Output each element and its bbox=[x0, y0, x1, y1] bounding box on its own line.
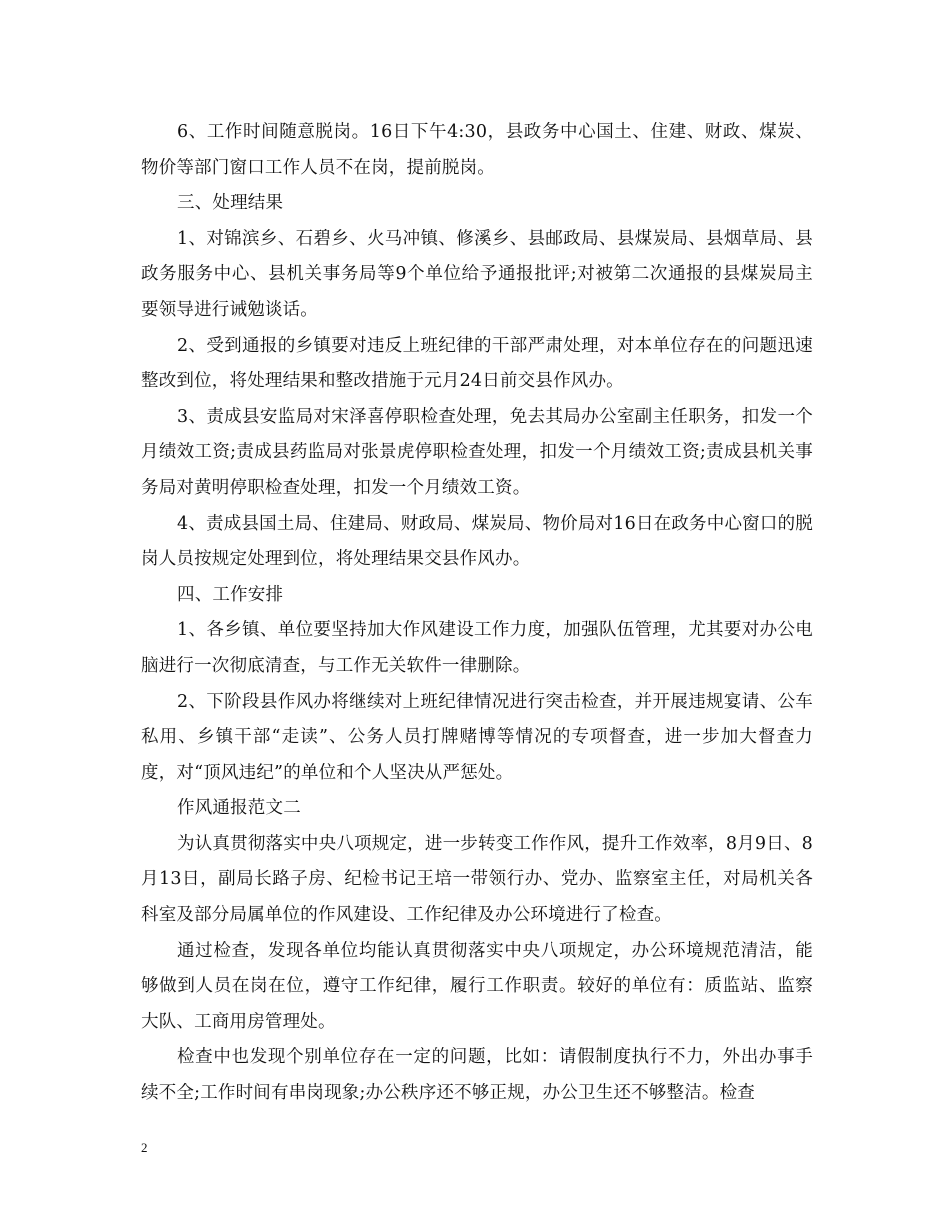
paragraph-result-3: 3、责成县安监局对宋泽喜停职检查处理，免去其局办公室副主任职务，扣发一个月绩效工资;责成县药监局对张景虎停职检查处理，扣发一个月绩效工资;责成县机关事务局对黄明停职检查处理，扣发一个月绩效工资。 bbox=[141, 406, 813, 498]
paragraph-sample-intro: 为认真贯彻落实中央八项规定，进一步转变工作作风，提升工作效率，8月9日、8月13日，副局长路子房、纪检书记王培一带领行办、党办、监察室主任，对局机关各科室及部分局属单位的作风建设、工作纪律及办公环境进行了检查。 bbox=[141, 833, 813, 926]
section-heading-results: 三、处理结果 bbox=[177, 193, 284, 214]
paragraph-result-4: 4、责成县国土局、住建局、财政局、煤炭局、物价局对16日在政务中心窗口的脱岗人员按规定处理到位，将处理结果交县作风办。 bbox=[141, 513, 813, 570]
paragraph-inspection-findings: 通过检查，发现各单位均能认真贯彻落实中央八项规定，办公环境规范清洁，能够做到人员在岗在位，遵守工作纪律，履行工作职责。较好的单位有：质监站、监察大队、工商用房管理处。 bbox=[141, 940, 813, 1032]
document-body bbox=[141, 115, 813, 1112]
sample-two-title: 作风通报范文二 bbox=[177, 798, 301, 819]
paragraph-issues: 检查中也发现个别单位存在一定的问题，比如：请假制度执行不力，外出办事手续不全;工作时间有串岗现象;办公秩序还不够正规，办公卫生还不够整洁。检查 bbox=[141, 1047, 813, 1104]
paragraph-arrangement-1: 1、各乡镇、单位要坚持加大作风建设工作力度，加强队伍管理，尤其要对办公电脑进行一次彻底清查，与工作无关软件一律删除。 bbox=[141, 620, 813, 676]
paragraph-item-6: 6、工作时间随意脱岗。16日下午4:30，县政务中心国土、住建、财政、煤炭、物价等部门窗口工作人员不在岗，提前脱岗。 bbox=[141, 122, 813, 178]
paragraph-arrangement-2: 2、下阶段县作风办将继续对上班纪律情况进行突击检查，并开展违规宴请、公车私用、乡镇干部“走读”、公务人员打牌赌博等情况的专项督查，进一步加大督查力度，对“顶风违纪”的单位和个人坚决从严惩处。 bbox=[141, 691, 813, 783]
page-number: 2 bbox=[141, 1140, 148, 1155]
paragraph-result-2: 2、受到通报的乡镇要对违反上班纪律的干部严肃处理，对本单位存在的问题迅速整改到位，将处理结果和整改措施于元月24日前交县作风办。 bbox=[141, 335, 813, 392]
section-heading-arrangement: 四、工作安排 bbox=[177, 584, 284, 605]
paragraph-result-1: 1、对锦滨乡、石碧乡、火马冲镇、修溪乡、县邮政局、县煤炭局、县烟草局、县政务服务中心、县机关事务局等9个单位给予通报批评;对被第二次通报的县煤炭局主要领导进行诫勉谈话。 bbox=[141, 228, 813, 320]
